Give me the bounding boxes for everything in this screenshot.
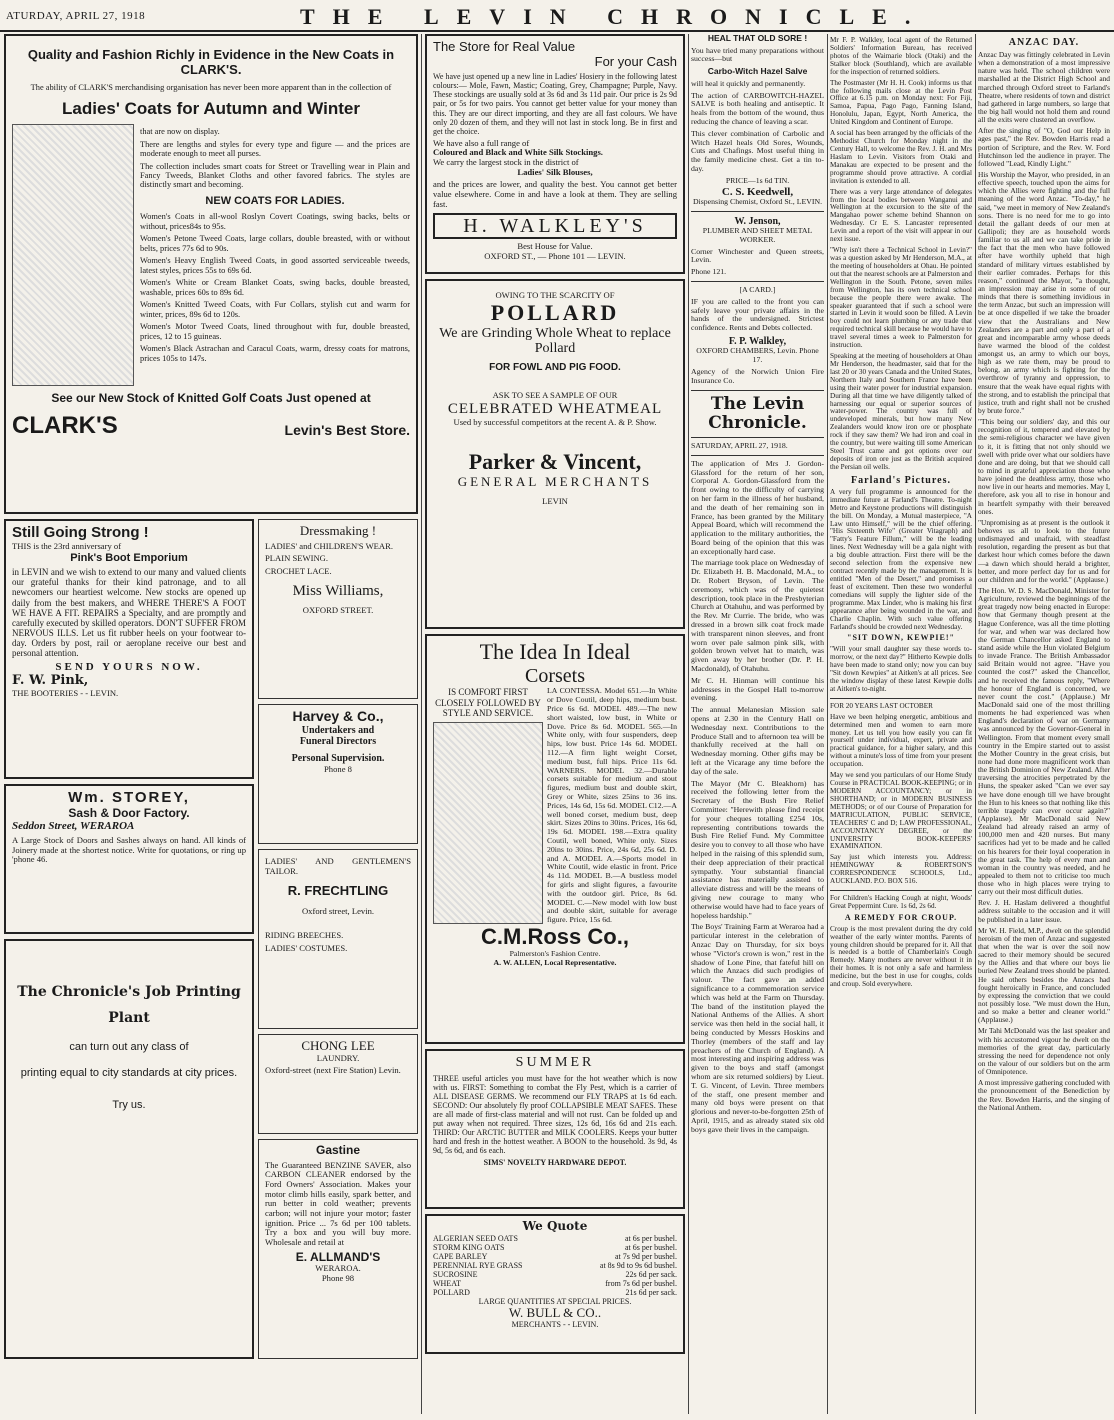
bull-row [433,1270,677,1279]
bull-advert [425,1214,685,1354]
parker-l1: OWING TO THE SCARCITY OF [495,290,615,300]
column-rule [421,34,422,1414]
walkley-head1: The Store for Real Value [433,39,576,54]
chronicle-job-advert [4,939,254,1359]
col5-p9: FOR 20 YEARS LAST OCTOBER [830,701,933,710]
chronjob-l1: The Chronicle's Job Printing [17,984,241,1000]
column-four [691,34,824,1418]
newspaper-title: THE LEVIN CHRONICLE. [300,4,929,29]
ross-rep: A. W. ALLEN, Local Representative. [493,957,617,967]
bull-price: at 7s 9d per bushel. [615,1251,677,1261]
col4-jenphone: Phone 121. [691,267,727,277]
ross-sub: Corsets [525,664,585,687]
col4-masthead1: The Levin [710,393,805,414]
parker-l6: Used by successful competitors at the recent A. & P. Show. [453,417,657,428]
walkley-l6: and the prices are lower, and quality the best. You cannot get better value elsewhere. Come in and have a look at them. They are selling fast. [433,179,677,209]
williams-l3: CROCHET LACE. [265,566,332,577]
col4-walk: F. P. Walkley, [728,336,787,348]
walkley-l4: We carry the largest stock in the district of [433,157,579,167]
sims-body: THREE useful articles you must have for the hot weather which is now with us. FIRST: Something to combat the Fly Pest, which is a carrier of ALL DISEASE GERMS. We recommend our FLY TRAPS at 1s 6d each. SECOND: Our absolutely fly proof COLLAPSIBLE MEAT SAFES. These are all made of first-class material and will not rust. Can be folded up and put away when not required. Three sizes, 12s 6d, 16s 6d and 21s each. THIRD: Our ARCTIC BUTTER and MILK COOLERS. Keeps your butter hard and fresh in the hottest weather. A BOON to the household. 3s 9d, 4s 9d, 5s 6d, and 6s each. [433,1073,677,1156]
chronjob-l3: can turn out any class of [69,1040,189,1053]
pink-foot: THE BOOTERIES - - LEVIN. [12,687,119,698]
clarks-headline: Quality and Fashion Richly in Evidence in the New Coats in CLARK'S. [27,47,395,77]
clarks-advert [4,34,418,514]
clarks-item: Women's Knitted Tweed Coats, with Fur Collars, stylish cut and warm for winter, prices, 89s 6d to 120s. [140,300,410,319]
col4-news2: The marriage took place on Wednesday of Dr. Elizabeth H. B. Macdonald, M.A., to Dr. Robert Bryson, of Levin. The ceremony, which was of the quietest description, took place in the Presbyterian Church at Otahuhu, and was performed by the Rev. Mr Currie. The bride, who was dressed in a brown silk coat frock made with transparent ninon sleeves, and front worn over pale salmon pink silk, with golden brown velvet hat to match, was given away by her brother (Dr. P. H. Macdonald), of Otahuhu. [691,558,824,674]
col5-p6: Speaking at the meeting of householders at Ohau Mr Henderson, the headmaster, said that for the last 20 or 30 years Canada and the United States, Northern Italy and Southern France have been using their water power for industrial expansion. During all that time we have diligently talked of harnessing our equal or superior sources of water-power. The country was full of undeveloped minerals, but how many New Zealanders would know iron ore or phosphate rock if they saw them? We had iron and coal in the country, but were waiting till some American Steel Trust came and got options over our deposits of iron ore just as the British acquired the Persian oil wells. [830,352,972,471]
clarks-title: Ladies' Coats for Autumn and Winter [62,98,360,118]
col4-news5: The Mayor (Mr C. Bleakhorn) has received the following letter from the Secretary of the Bush Fire Relief Committee: "Herewith please find receipt for your cheques totalling £254 10s, representing contributions towards the Bush Fire Relief Fund. My Committee desire you to convey to all those who have helped in the raising of this splendid sum, their deep appreciation of their practical sympathy. Your substantial financial assistance has materially assisted to alleviate distress and will be the means of giving new courage to many who otherwise would have had to face years of hopeless hardship." [691,778,824,920]
ross-advert [425,634,685,1044]
walkley-l3: Coloured and Black and White Silk Stockings. [433,147,603,158]
bull-item: WHEAT [433,1278,461,1288]
left-column [4,34,418,1418]
col5-p11: May we send you particulars of our Home Study Course in PRACTICAL BOOK-KEEPING; or in MODERN ACCOUNTANCY; or in SHORTHAND; or in MODERN BUSINESS METHODS; or of our Course of Preparation for MATRICULATION, PUBLIC SERVICE, TEACHERS' C and D; LAW PROFESSIONAL, ACCOUNTANCY DEGREE, or the UNIVERSITY BOOK-KEEPERS' EXAMINATION. [830,771,972,851]
frechtling-l1: LADIES' AND GENTLEMEN'S TAILOR. [265,856,411,876]
bull-item: STORM KING OATS [433,1242,505,1252]
col5-farland: Farland's Pictures. [851,474,951,486]
bull-price: 21s 6d per sack. [625,1287,677,1297]
bull-row [433,1261,677,1270]
storey-sub: Sash & Door Factory. [68,805,190,820]
williams-advert [258,519,418,699]
chronjob-l5: Try us. [112,1099,146,1112]
col6-p6: The Hon. W. D. S. MacDonald, Minister for Agriculture, reviewed the beginnings of the great tragedy now being enacted in Europe: how that Germany though present at the Hague Conference, was all the time plotting for war, and when war was declared how the German Chancellor asked England to stand aside while the Hun violated Belgium to invade France. The British Ambassador said Britain would not agree. "Have you counted the cost?" asked the Chancellor, and he received the famous reply, "Where the honour of England is concerned, we never count the cost." (Applause.) Mr MacDonald said one of the most thrilling moments he had experienced was when England's declaration of war on Germany was announced by the Governor-General in Wellington. From that moment every small country in the Empire started out to assist the Mother Country in the great crisis, but none had done more magnificent work than the British Dominion of New Zealand. After traversing the atrocities perpetrated by the Huns, the speaker asked "Can we ever say we have done enough till we have brought the Hun to his knees so that nothing like this terrible tragedy can ever occur again?" (Applause). Mr MacDonald said New Zealand had already raised an army of 100,000 men and 420 nurses. But many sacrifices had yet to be made and he called on his hearers for their loyal cooperation in the great task. The help of every man and woman in the country was needed, and he appealed to them not to criticise too much those who in high places were trying to carry out their most difficult duties. [978,586,1110,897]
column-rule [827,34,828,1414]
pink-send: SEND YOURS NOW. [55,661,203,674]
gastine-body: The Guaranteed BENZINE SAVER, also CARBON CLEANER endorsed by the Ford Owners' Association. Makes your motor climb hills easily, spark better, and run better in cold weather; prevents carbon; will not injure your motor; faster ignition. Price ... 7s 6d per 100 tablets. Try a box and you will buy more. Wholesale and retail at [265,1159,411,1248]
column-rule [975,34,976,1414]
col6-p10: A most impressive gathering concluded with the pronouncement of the Benediction by the Rev. Bowden Harris, and the singing of the National Anthem. [978,1078,1110,1112]
chronjob-l2: Plant [108,1009,150,1026]
col4-p2: will heal it quickly and permanently. [691,78,806,88]
page-header [0,0,1114,32]
williams-name: Miss Williams, [292,582,384,599]
parker-l4: ASK TO SEE A SAMPLE OF OUR [492,390,618,401]
col5-croup: A REMEDY FOR CROUP. [844,912,958,922]
walkley-foot2: OXFORD ST., — Phone 101 — LEVIN. [484,250,626,261]
bull-head: We Quote [522,1219,588,1233]
sims-head: SUMMER [515,1055,595,1070]
pink-advert [4,519,254,779]
frechtling-advert [258,849,418,1029]
gastine-addr: WERAROA. [315,1263,361,1274]
williams-l1: LADIES' and CHILDREN'S WEAR. [265,540,394,551]
bull-price: 22s 6d per sack. [625,1269,677,1279]
col4-jensub: PLUMBER AND SHEET METAL WORKER. [702,226,813,244]
clarks-item: Women's Coats in all-wool Roslyn Covert Coatings, swing backs, belts or without, prices84s to 95s. [140,212,410,231]
col4-news3: Mr C. H. Hinman will continue his addresses in the Gospel Hall to-morrow evening. [691,675,824,703]
col5-p14: Croup is the most prevalent during the dry cold weather of the early winter months. Parents of young children should be prepared for it. All that is needed is a bottle of Chamberlain's Cough Remedy. Many mothers are never without it in their homes. It is not only a safe and harmless medicine, but the best in use for coughs, colds and croup. Sold everywhere. [830,924,972,989]
clarks-knit: See our New Stock of Knitted Golf Coats Just opened at [51,391,371,406]
chronjob-l4: printing equal to city standards at city prices. [20,1067,238,1080]
clarks-sub: NEW COATS FOR LADIES. [205,194,345,207]
clarks-p1: There are lengths and styles for every type and figure — and the prices are moderate enough to meet all purses. [140,139,410,159]
walkley-body: We have just opened up a new line in Ladies' Hosiery in the following latest colours:— Mole, Fawn, Mastic; Coating, Grey, Champagne; Purple, Navy. These stockings are usually sold at 3s 6d and 3s 11d pair. Our price is 2s 9d pair, or 5s for two pairs. You cannot get better value for your money than this. They are our direct importing, and they are all fast colours. We have only 20 dozen of them, and they will not last in stock long. Be in first and get the choice. [433,72,677,136]
coat-illustration-image [12,124,134,386]
storey-body: A Large Stock of Doors and Sashes always on hand. All kinds of Joinery made at the shortest notice. Write for quotations, or ring up 'phone 46. [12,834,246,865]
col4-price: PRICE—1s 6d TIN. [725,175,790,185]
col4-masthead2: Chronicle. [708,412,807,433]
bull-foot: MERCHANTS - - LEVIN. [511,1320,599,1330]
col5-p5: "Why isn't there a Technical School in Levin?" was a question asked by Mr Henderson, M.A., at the meeting of householders at Ohau. He pointed out that the nearest schools are at Palmerston and Wellington in the South. Petone, seven miles from Wellington, has its own technical school because the people there were awake. The speaker guaranteed that if such a school were started in Levin it would soon be filled. A Levin boy could not learn plumbing or any trade that required technical skill because he would have to travel several times a week to Palmerston for instruction. [830,246,972,350]
col4-p1: You have tried many preparations without success—but [691,45,824,64]
bull-row [433,1234,677,1243]
chonglee-l1: LAUNDRY. [316,1052,360,1063]
centre-column [425,34,685,1418]
col6-p9: Mr Tahi McDonald was the last speaker and with his accustomed vigour he dwelt on the memories of the great day, particularly stressing the need for dependence not only on the valour of our soldiers but on the arm of Omnipotence. [978,1026,1110,1077]
bull-price: from 7s 6d per bushel. [605,1278,677,1288]
col5-p12: Say just which interests you. Address: HEMINGWAY & ROBERTSON'S CORRESPONDENCE SCHOOLS, Ltd., AUCKLAND. P.O. BOX 516. [830,853,972,886]
bull-price: at 6s per bushel. [625,1233,677,1243]
harvey-l3: Personal Supervision. [291,753,385,765]
bull-row [433,1288,677,1297]
col4-p4: This clever combination of Carbolic and Witch Hazel heals Old Sores, Wounds, Cuts and Chafings. Most useful thing in the family medicine chest. Get a tin to-day. [691,128,824,173]
harvey-name: Harvey & Co., [292,708,384,724]
parker-advert [425,279,685,629]
storey-advert [4,784,254,934]
col4-news1: The application of Mrs J. Gordon-Glassford for the return of her son, Corporal A. Gordon-Glassford from the front owing to the difficulty of carrying on her farm in the illness of her husband, and the death of her remaining son in France, has been granted by the Military Appeal Board, which will recommend the application to the military authorities, the Board being of the opinion that this was an exceptionally hard case. [691,458,824,556]
gastine-advert [258,1139,418,1359]
col6-head: ANZAC DAY. [1008,37,1080,48]
col4-chemaddr: Dispensing Chemist, Oxford St., LEVIN. [692,196,823,206]
gastine-name: E. ALLMAND'S [295,1249,381,1264]
col4-walkaddr: OXFORD CHAMBERS, Levin. Phone 17. [696,346,819,365]
col5-p13: For Children's Hacking Cough at night, Woods' Great Peppermint Cure. 1s 6d, 2s 6d. [830,894,972,910]
col4-cardbody: IF you are called to the front you can safely leave your private affairs in the hands of the undersigned. Strictest confidence. Rents and Debts collected. [691,296,824,333]
bull-item: PERENNIAL RYE GRASS [433,1260,523,1270]
bull-item: SUCROSINE [433,1269,478,1279]
col6-p7: Rev. J. H. Haslam delivered a thoughtful address suitable to the occasion and it will be published in a later issue. [978,898,1110,924]
parker-name: Parker & Vincent, [468,448,642,474]
walkley-name: H. WALKLEY'S [433,213,677,240]
column-six [978,34,1110,1418]
col5-p8: "Will your small daughter say these words to-morrow, or the next day?" Hitherto Kewpie dolls have been made to stand only; now you can buy "Sit down Kewpies" at Aitken's at all prices. See the window display of these latest Kewpie dolls at Aitken's to-night. [830,645,972,693]
col6-p2: After the singing of "O, God our Help in ages past," the Rev. Bowden Harris read a portion of Scripture, and the Rev. W. Ford Hutchinson led the audience in prayer. The followed "Lead, Kindly Light." [978,126,1110,168]
col4-walkagency: Agency of the Norwich Union Fire Insurance Co. [691,366,824,385]
col4-p3: The action of CARBOWITCH-HAZEL SALVE is both healing and antiseptic. It heals from the bottom of the wound, thus reducing the chance of leaving a scar. [691,90,824,126]
williams-addr: OXFORD STREET. [302,604,374,615]
bull-row [433,1252,677,1261]
walkley-l2: We have also a full range of [433,137,530,148]
clarks-item: Women's Heavy English Tweed Coats, in good assorted serviceable tweeds, latest styles, prices 55s to 69s 6d. [140,256,410,275]
pink-name: Pink's Boot Emporium [70,551,188,564]
harvey-phone: Phone 8 [324,763,352,774]
walkley-l5: Ladies' Silk Blouses, [517,166,593,177]
col6-p8: Mr W. H. Field, M.P., dwelt on the splendid heroism of the men of Anzac and suggested that when the war is over the soil now sacred to their memory should be secured by the Allies and that where our boys lie buried New Zealand trees should be planted. He said others besides the Anzacs had fought heroically in France, and concluded by expressing the conviction that we could not possibly lose. "We must down the Hun, and so make a better and cleaner world." (Applause.) [978,925,1110,1025]
ross-head: The Idea In Ideal [479,639,631,664]
ross-name: C.M.Ross Co., [481,923,629,949]
walkley-advert [425,34,685,274]
clarks-item: Women's Motor Tweed Coats, lined throughout with fur, double breasted, prices, 12 to 15 guineas. [140,322,410,341]
walkley-foot1: Best House for Value. [517,241,593,252]
harvey-l2: Funeral Directors [299,736,377,748]
col6-p3: His Worship the Mayor, who presided, in an effective speech, touched upon the aims for which the Allies were fighting and the full meaning of the word Anzac. "To-day," he said, "we meet in memory of New Zealand's sons. There is no need for me to go into detail the gallant deeds of our men at Gallipoli; they are as household words familiar to us all and we can take pride in the fact that the men who have followed after have worthily upheld that high standard of military virtues established by their earlier comrades. Perhaps for this reason," continued the Mayor, "a thought, an impression may arise in some of our minds that there is something invidious in the term Anzac, but such an impression will be at once dispelled if we take the broader view that the Australians and New Zealanders are a part and only a part of a great and incomparable army whose deeds have warmed the blood of the coldest amongst us, an army to which our boys, high as we rate them, may be proud to belong, an army which is fighting for the overthrow of tyranny and oppression, to ensure that the weak have equal rights with the strong, and to establish the principal that justice, truth and right shall not be crushed by brute force." [978,169,1110,416]
ross-left: IS COMFORT FIRST CLOSELY FOLLOWED BY STYLE AND SERVICE. [435,687,541,718]
bull-name: W. BULL & CO.. [508,1304,602,1320]
header-date: ATURDAY, APRIL 27, 1918 [6,10,146,22]
col5-p7: A very full programme is announced for the immediate future at Farland's Theatre. To-night Metro and Keystone productions will distinguish the bill. On Monday, a Mutual masterpiece, "A Law unto Himself," will be the chief offering. "His Sixteenth Wife" (Greater Vitagraph) and "Fatty's Feature Fillum," will be the leading lines. Next Wednesday will be a gala night with a big double attraction. First there will be the second selection from the expensive new contract recently made by the management. It is entitled "Men of the Desert," and promises a feast of excitement. Then these two wonderful comedians will supply the lighter side of the programme. Max Linder, who is making his first appearance after being wounded in the war, and Charlie Chaplin. With such value offering Farland's should be crowded next Wednesday. [830,487,972,631]
gastine-head: Gastine [315,1143,360,1157]
frechtling-addr: Oxford street, Levin. [301,906,375,917]
bull-item: CAPE BARLEY [433,1251,488,1261]
col4-head: HEAL THAT OLD SORE ! [707,34,808,43]
bull-price: at 8s 9d to 9s 6d bushel. [599,1260,677,1270]
frechtling-name: R. FRECHTLING [287,883,389,899]
pink-head: Still Going Strong ! [12,524,149,541]
bull-item: ALGERIAN SEED OATS [433,1233,518,1243]
col6-p1: Anzac Day was fittingly celebrated in Levin when a demonstration of a most impressive nature was held. The school children were marshalled at the District High School and marched through Oxford street to Farland's Theatre, where residents of town and district had gathered in large numbers, so large that the big hall would not hold them and round all the exits were clustered an overflow. [978,50,1110,125]
frechtling-l2: RIDING BREECHES. [265,929,344,940]
chonglee-name: CHONG LEE [301,1038,375,1053]
clarks-intro: The ability of CLARK'S merchandising organisation has never been more apparent than in the collection of [30,83,392,93]
col4-jenson: W. Jenson, [734,215,781,227]
parker-sub: GENERAL MERCHANTS [457,473,653,489]
parker-pollard: POLLARD [490,299,620,325]
col5-p10: Have we been helping energetic, ambitious and determined men and women to earn more money. Let us tell you how easily you can fit yourself under individual, expert, private and practical guidance, for a higher salary, and this without a minute's loss of time from your present occupation. [830,712,972,769]
col4-news6: The Boys' Training Farm at Weraroa had a particular interest in the celebration of Anzac Day on Thursday, for six boys whose "Victor's crown is won," rest in the shadow of Lone Pine, that fateful hill on which the Anzacs did such prodigies of valour. The fact gave an added significance to a commemoration service which was held at the Farm on Thursday. The band of the institution played the National Anthems of the Allies. A short service was then held in the social hall, it being conducted by Messrs Hoskins and Thorley (members of the staff and lay preachers of the Church of England). A most interesting and inspiring address was given to the boys and staff (amongst whom are six returned soldiers) by Lieut. T. G. Vincent, of Levin. Three members of the staff, one present member and many old boys were present on that glorious and never-to-be-forgotten 25th of April, 1915, and as already stated six old boys gave their lives in the campaign. [691,922,824,1134]
parker-l5: CELEBRATED WHEATMEAL [447,401,663,418]
williams-l2: PLAIN SEWING. [265,553,329,564]
clarks-slogan: Levin's Best Store. [284,421,410,438]
col4-jenaddr: Corner Winchester and Queen streets, Levin. [691,246,824,265]
clarks-item: Women's Petone Tweed Coats, large collars, double breasted, with or without belts, prices 77s 6d to 90s. [140,234,410,253]
storey-addr: Seddon Street, WERAROA [12,820,135,833]
parker-l3: FOR FOWL AND PIG FOOD. [489,362,621,374]
corset-illustration-image [433,722,543,924]
pink-l1: THIS is the 23rd anniversary of [12,540,122,551]
chonglee-addr: Oxford-street (next Fire Station) Levin. [265,1065,401,1076]
walkley-head2: For your Cash [594,53,677,69]
col5-p4: There was a very large attendance of delegates from the local bodies between Wanganui and Wellington at the excursion to the site of the Mangahao power scheme behind Shannon on Wednesday. Cr E. S. Lancaster represented Levin and a report of the visit will appear in our next issue. [830,187,972,244]
bull-item: POLLARD [433,1287,470,1297]
bull-row [433,1279,677,1288]
clarks-p2: The collection includes smart coats for Street or Travelling wear in Plain and Fancy Tweeds, Blanket Cloths and other favored fabrics. The styles are distinctly smart and becoming. [140,161,410,190]
williams-head: Dressmaking ! [299,523,377,538]
clarks-display: that are now on display. [140,127,220,137]
col5-p3: A social has been arranged by the officials of the Methodist Church for Monday night in the Century Hall, to welcome the Rev. J. H. and Mrs Haslam to Levin. Visitors from Otaki and Manakau are expected to be present and the programme should prove attractive. A cordial invitation is extended to all. [830,129,972,185]
col4-card: [A CARD.] [739,285,776,295]
col4-dateline: SATURDAY, APRIL 27, 1918. [691,440,788,450]
ross-tag: Palmerston's Fashion Centre. [509,948,601,958]
chonglee-advert [258,1034,418,1134]
parker-l2: We are Grinding Whole Wheat to replace Pollard [439,325,671,357]
gastine-phone: Phone 98 [321,1273,355,1284]
bull-row [433,1243,677,1252]
col4-prod: Carbo-Witch Hazel Salve [707,66,808,77]
col5-kewpie: "SIT DOWN, KEWPIE!" [847,633,955,643]
clarks-item: Women's Black Astrachan and Caracul Coats, warm, dressy coats for matrons, prices 105s to 147s. [140,344,410,363]
pink-sig: F. W. Pink, [12,672,89,688]
bull-l1: LARGE QUANTITIES AT SPECIAL PRICES. [478,1296,632,1306]
col4-news4: The annual Melanesian Mission sale opens at 2.30 in the Century Hall on Wednesday next. Contributions to the Produce Stall and to afternoon tea will be thankfully received at the hall on Wednesday morning. Other gifts may be left at the Vicarage any time before the day of the sale. [691,705,824,776]
pink-body: in LEVIN and we wish to extend to our many and valued clients our grateful thanks for their kind patronage, and to all newcomers our heartiest welcome. New stocks are opened up daily from the best makers, and WHERE THERE'S A FOOT WE HAVE A FIT. REPAIRS a Specialty, and are promptly and carefully executed by skilled operators. DON'T SUFFER FROM NERVOUS ILLS. Let us fit rubber heels on your footwear to-day. Orders by post, rail or aeroplane receive our best and personal attention. [12,567,246,659]
parker-town: LEVIN [542,496,568,507]
col6-p5: "Unpromising as at present is the outlook it behoves us all to look to the future undismayed and unafraid, with steadfast resolution, regarding the present as but that darkest hour which comes before the dawn—a dawn which should herald a brighter, better, and more perfect day for us and for our children and for the world." (Applause.) [978,517,1110,584]
ross-body: LA CONTESSA. Model 651.—In White or Dove Coutil, deep hips, medium bust. Price 6s 6d. MODEL 489.—The new short waisted, low bust, in White or Dove. Price 8s 6d. MODEL 565.—In White only, with four suspenders, deep hips, low bust. Price 14s 6d. MODEL 112.—A firm light weight Corset, medium bust, full hips. Price 11s 6d. WARNERS. MODEL 32.—Durable corsets suitable for medium and stout figures, medium bust and double skirt, Grey or White, sizes 25ins to 36 ins. Prices, 14s 6d, 15s 6d. MODEL C12.—A well boned corset, medium bust, deep skirt. Sizes 20ins to 30ins. Prices, 16s 6d, 19s 6d. MODEL 198.—Extra quality Coutil, well boned, White only. Sizes 20ins to 30ins. Price, 24s 6d, 25s 6d. D. and A. MODEL A.—Sports model in White Coutil, wide elastic in front. Price 4s 11d. MODEL B.—A bustless model for girls and slight figures, a favourite with the outdoor girl. Price, 8s 6d. MODEL C.—New model with low bust and double skirt, suitable for average figure. Price, 15s 6d. [547,686,677,925]
bull-price: at 6s per bushel. [625,1242,677,1252]
sims-advert [425,1049,685,1209]
storey-name: Wm. STOREY, [68,789,190,806]
column-rule [688,34,689,1414]
col4-chemist: C. S. Keedwell, [721,185,794,198]
frechtling-l3: LADIES' COSTUMES. [265,942,348,953]
col6-p4: "This being our soldiers' day, and this our recognition of it, tempered and elevated by the semi-religious character we have given to it, it is fitting that not only should we swell with pride over what our soldiers have done and are doing, but that we should call to mind in grateful appreciation those who have joined the deathless army, those who now live in our hearts and memories. May I, therefore, ask you all to rise in honour and in heartfelt sympathy with their bereaved ones. [978,417,1110,516]
harvey-advert [258,704,418,844]
column-five [830,34,972,1418]
clarks-item: Women's White or Cream Blanket Coats, swing backs, double breasted, washable, prices 60s to 89s 6d. [140,278,410,297]
col5-p2: The Postmaster (Mr H. H. Cook) informs us that the following mails close at the Levin Post Office at 6.15 p.m. on Monday next: For Fiji, Samoa, Papua, Pago Pago, Fanning Island, Honolulu, Japan, Egypt, North America, the United Kingdom and Continent of Europe. [830,78,972,127]
col5-p1: Mr F. P. Walkley, local agent of the Returned Soldiers' Information Bureau, has received photos of the Waimarie block (Otaki) and the Stalker block (Southland), which are available for the inspection of returned soldiers. [830,36,972,76]
clarks-name: CLARK'S [12,411,118,439]
harvey-l1: Undertakers and [301,724,375,736]
sims-name: SIMS' NOVELTY HARDWARE DEPOT. [483,1158,627,1168]
